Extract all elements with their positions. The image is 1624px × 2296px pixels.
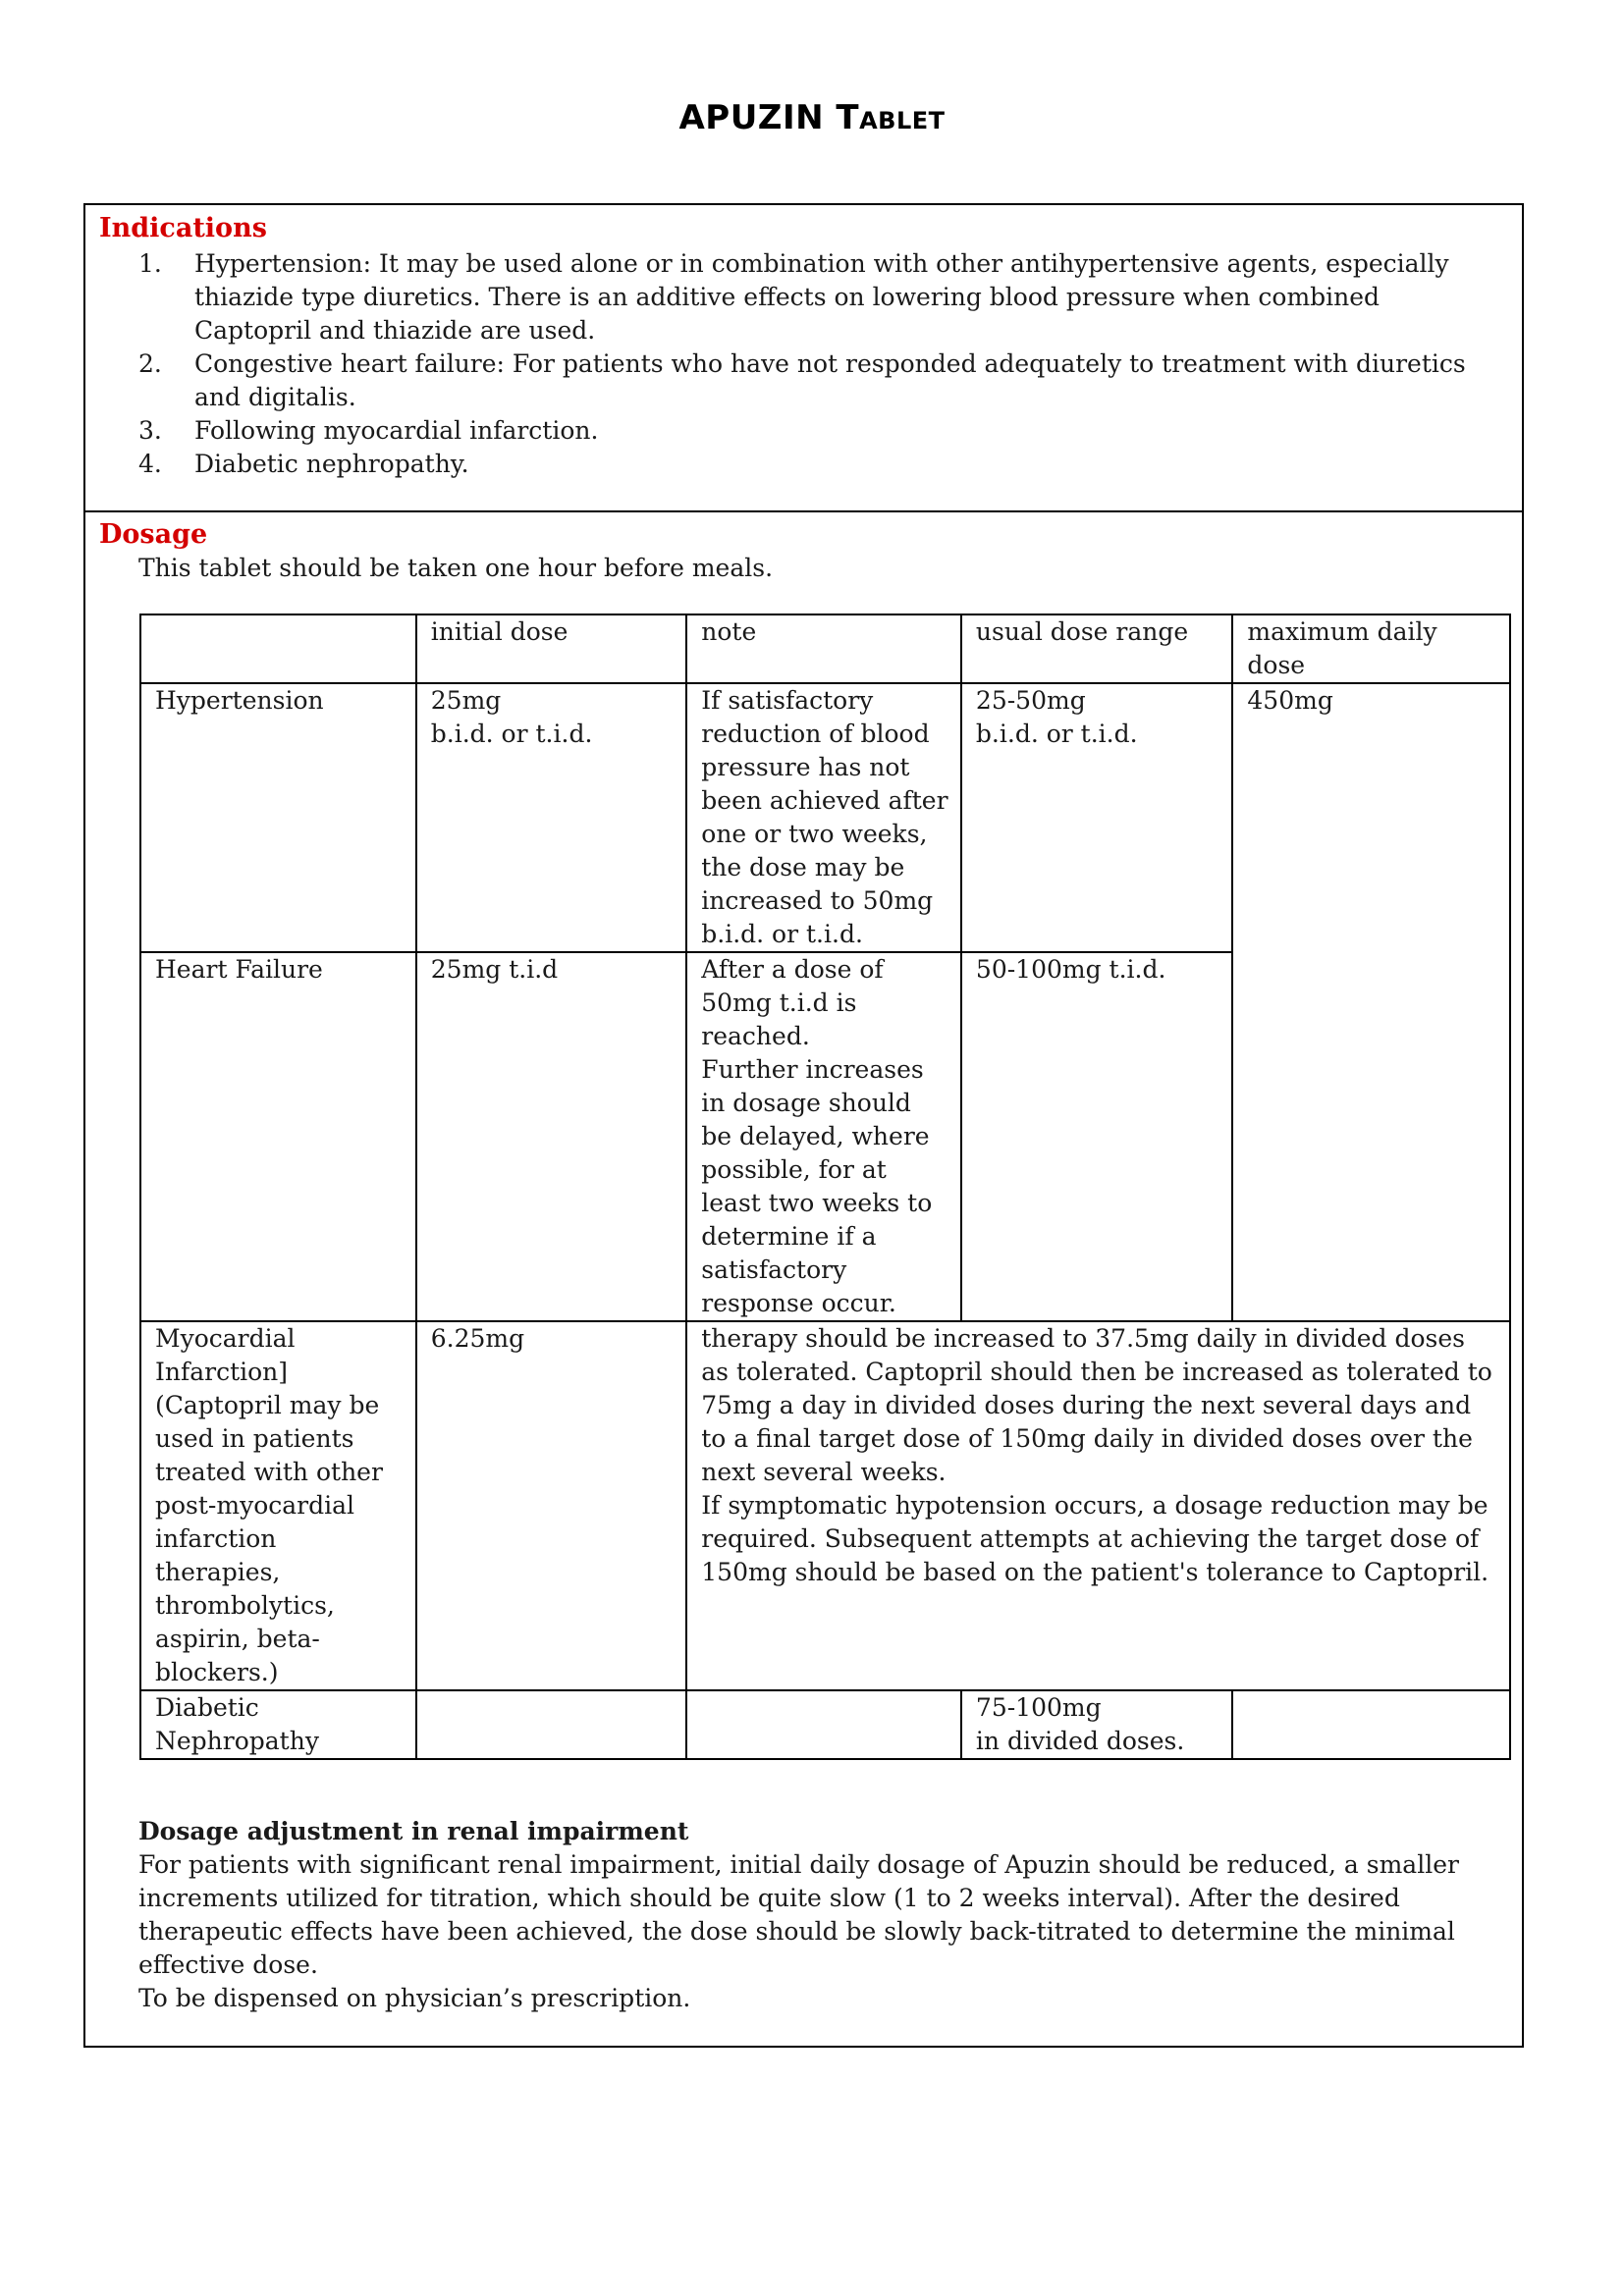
indication-number: 1. [138,249,162,278]
renal-impairment-text: For patients with significant renal impairment, initial daily dosage of Apuzin should be reduced, a smaller increments utilized for titration, which should be quite slow (1 to 2 weeks interval). After the desired therapeutic effects have been achieved, the dose should be slowly back-titrated to determine the minimal effective dose. [138,1850,1459,1979]
cell-usual-dose-range: 75-100mg in divided doses. [961,1690,1232,1759]
cell-usual-dose-range: 25-50mg b.i.d. or t.i.d. [961,683,1232,952]
cell-condition: Diabetic Nephropathy [140,1690,416,1759]
header-cell-usual-dose-range: usual dose range [961,614,1232,683]
prescription-note: To be dispensed on physician’s prescription. [138,1984,691,2012]
table-header-row [140,614,1510,683]
indication-item [99,414,1503,448]
indication-number: 2. [138,349,162,378]
indication-number: 4. [138,450,162,478]
cell-note: If satisfactory reduction of blood pressure has not been achieved after one or two weeks, the dose may be increased to 50mg b.i.d. or t.i.d. [686,683,961,952]
cell-usual-dose-range: 50-100mg t.i.d. [961,952,1232,1321]
dosage-intro: This tablet should be taken one hour before meals. [138,554,774,582]
table-row-myocardial-infarction [140,1321,1510,1690]
cell-condition: Heart Failure [140,952,416,1321]
renal-impairment-section [138,1815,1503,2015]
section-divider [85,510,1522,512]
table-row-diabetic-nephropathy [140,1690,1510,1759]
indication-number: 3. [138,416,162,445]
cell-initial-dose: 6.25mg [416,1321,687,1690]
header-cell-maximum-daily-dose: maximum daily dose [1232,614,1510,683]
cell-initial-dose: 25mg b.i.d. or t.i.d. [416,683,687,952]
page-title: APUZIN Tablet [678,98,946,137]
indication-text: Congestive heart failure: For patients who have not responded adequately to treatment with diuretics and digitalis. [194,349,1466,411]
renal-impairment-heading: Dosage adjustment in renal impairment [138,1817,689,1845]
indications-list [99,247,1503,481]
cell-note: After a dose of 50mg t.i.d is reached. Further increases in dosage should be delayed, where possible, for at least two weeks to determine if a satisfactory response occur. [686,952,961,1321]
indication-text: Hypertension: It may be used alone or in combination with other antihypertensive agents, especially thiazide type diuretics. There is an additive effects on lowering blood pressure when combined Captopril and thiazide are used. [194,249,1449,345]
cell-note [686,1690,961,1759]
indication-text: Diabetic nephropathy. [194,450,469,478]
cell-maximum-daily-dose: 450mg [1232,683,1510,1321]
header-cell-note: note [686,614,961,683]
cell-condition: Myocardial Infarction] (Captopril may be used in patients treated with other post-myocardial infarction therapies, thrombolytics, aspirin, beta-blockers.) [140,1321,416,1690]
cell-condition: Hypertension [140,683,416,952]
indication-item [99,347,1503,414]
header-cell-condition [140,614,416,683]
indication-item [99,448,1503,481]
cell-note: therapy should be increased to 37.5mg daily in divided doses as tolerated. Captopril should then be increased as tolerated to 75mg a day in divided doses during the next several days and to a final target dose of 150mg daily in divided doses over the next several weeks. If symptomatic hypotension occurs, a dosage reduction may be required. Subsequent attempts at achieving the target dose of 150mg should be based on the patient's tolerance to Captopril. [686,1321,1510,1690]
indication-text: Following myocardial infarction. [194,416,599,445]
cell-initial-dose [416,1690,687,1759]
document-frame [83,203,1524,2048]
dosage-table [139,614,1511,1760]
indications-heading: Indications [99,213,267,243]
cell-maximum-daily-dose [1232,1690,1510,1759]
cell-initial-dose: 25mg t.i.d [416,952,687,1321]
header-cell-initial-dose: initial dose [416,614,687,683]
dosage-heading: Dosage [99,519,208,550]
table-row-hypertension [140,683,1510,952]
indication-item [99,247,1503,347]
